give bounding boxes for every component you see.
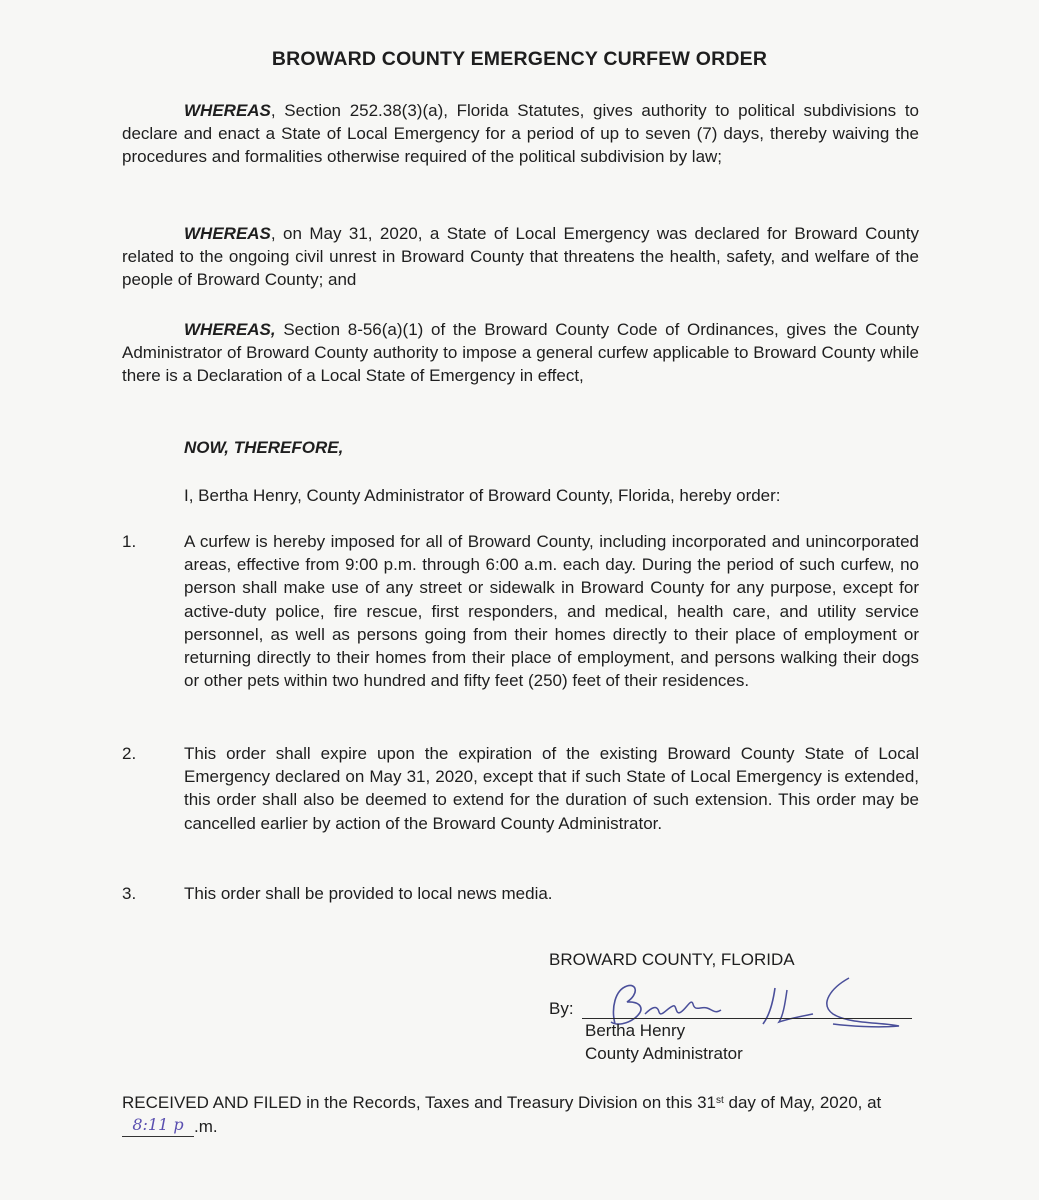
whereas-lead: WHEREAS, (184, 320, 276, 339)
whereas-text: Section 8-56(a)(1) of the Broward County Code of Ordinances, gives the County Administrator of Broward County authority to impose a general curfew applicable to Broward County while there is a Declaration of a Local State of Emergency in effect, (122, 320, 919, 386)
whereas-lead: WHEREAS (184, 224, 271, 243)
filed-text-after: .m. (194, 1116, 218, 1136)
whereas-paragraph-3 (122, 318, 919, 388)
whereas-text: , Section 252.38(3)(a), Florida Statutes, gives authority to political subdivisions to declare and enact a State of Local Emergency for a period of up to seven (7) days, thereby waiving the procedures and formalities otherwise required of the political subdivision by law; (122, 101, 919, 167)
signatory-name: Bertha Henry (585, 1021, 686, 1040)
signature-by-label: By: (549, 999, 574, 1018)
whereas-lead: WHEREAS (184, 101, 271, 120)
order-intro: I, Bertha Henry, County Administrator of Broward County, Florida, hereby order: (184, 486, 781, 505)
order-item-1: A curfew is hereby imposed for all of Broward County, including incorporated and unincorporated areas, effective from 9:00 p.m. through 6:00 a.m. each day. During the period of such curfew, no person shall make use of any street or sidewalk in Broward County for any purpose, except for active-duty police, fire rescue, first responders, and medical, health care, and utility service personnel, as well as persons going from their homes directly to their place of employment or returning directly to their homes from their place of employment, and persons walking their dogs or other pets within two hundred and fifty feet (250) feet of their residences. (184, 532, 919, 691)
whereas-paragraph-1 (122, 99, 919, 169)
item-number: 2. (122, 744, 137, 763)
whereas-text: , on May 31, 2020, a State of Local Emergency was declared for Broward County related to the ongoing civil unrest in Broward County that threatens the health, safety, and welfare of the people of Broward County; and (122, 224, 919, 290)
filed-text-middle: day of May, 2020, at (723, 1093, 882, 1112)
whereas-paragraph-2 (122, 222, 919, 292)
handwritten-time: 8:11 p (122, 1113, 194, 1138)
item-number: 3. (122, 884, 137, 903)
filed-ordinal: st (716, 1095, 724, 1106)
signature-org: BROWARD COUNTY, FLORIDA (549, 950, 795, 969)
signatory-title: County Administrator (585, 1044, 743, 1063)
order-item-3: This order shall be provided to local news media. (184, 884, 553, 903)
item-number: 1. (122, 532, 137, 551)
order-item-2: This order shall expire upon the expiration of the existing Broward County State of Local Emergency declared on May 31, 2020, except that if such State of Local Emergency is extended, this order shall also be deemed to extend for the duration of such extension. This order may be cancelled earlier by action of the Broward County Administrator. (184, 744, 919, 833)
now-therefore: NOW, THEREFORE, (184, 438, 344, 457)
document-title: BROWARD COUNTY EMERGENCY CURFEW ORDER (271, 48, 768, 70)
received-and-filed (122, 1091, 919, 1139)
filed-text-before: RECEIVED AND FILED in the Records, Taxes and Treasury Division on this 31 (122, 1093, 716, 1112)
